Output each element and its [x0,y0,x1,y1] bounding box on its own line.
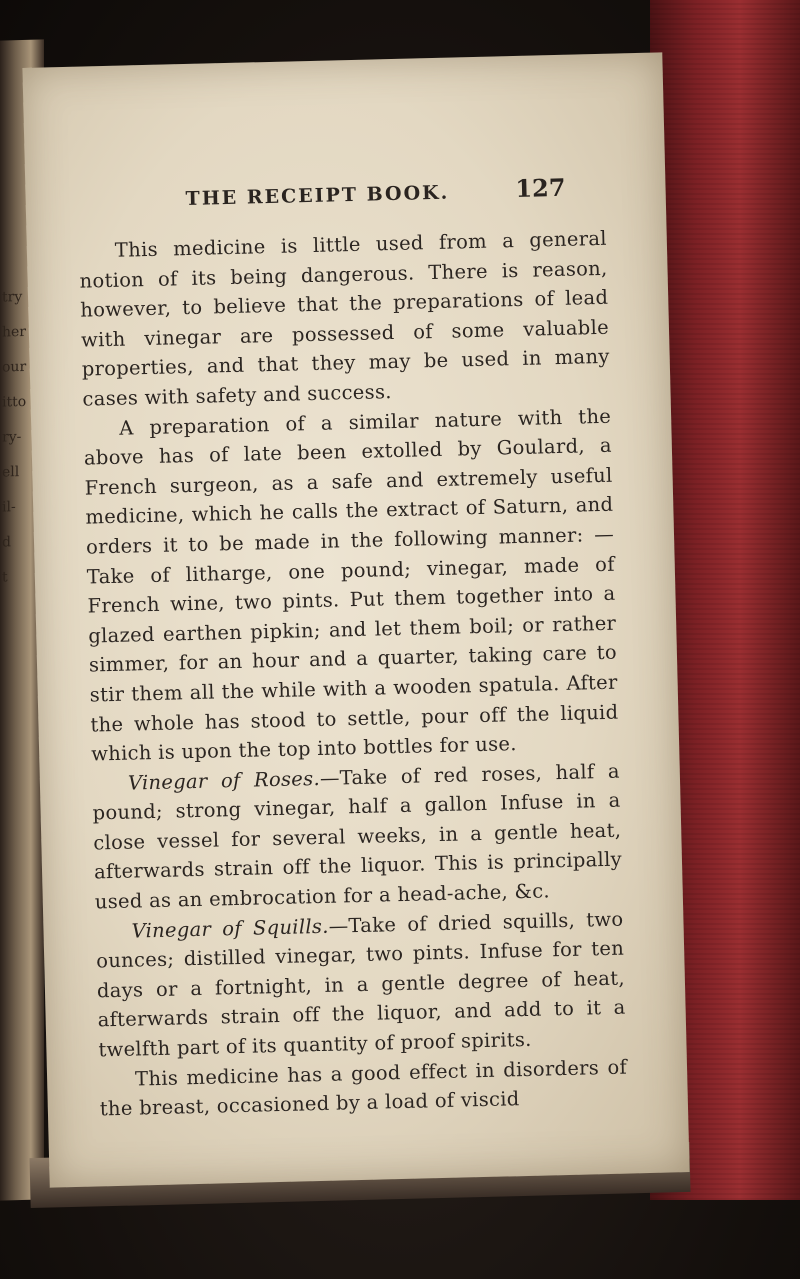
paragraph-text: —Take of dried squills, two ounces; distilled vinegar, two pints. Infuse for ten days or a fortnight, in a gentle degree of heat, afterwards strain off the liquor, and add to it a twelfth part of its quantity of proof spirits. [95,907,626,1062]
recipe-title: Vinegar of Squills. [131,914,329,943]
recipe-title: Vinegar of Roses. [127,766,321,795]
paragraph [99,1052,628,1124]
previous-page-fragments [2,280,28,596]
page-number: 127 [515,172,566,203]
paragraph-text: —Take of red roses, half a pound; strong vinegar, half a gallon Infuse in a close vessel for several weeks, in a gentle heat, afterwards strain off the liquor. This is principally used as an embrocation for a head-ache, &c. [92,759,623,914]
paragraph [79,224,611,414]
paragraph-text: This medicine has a good effect in disorders of the breast, occasioned by a load of viscid [99,1055,628,1121]
recipe-paragraph [92,756,623,917]
book-page [22,52,689,1187]
running-title: THE RECEIPT BOOK. [185,181,450,211]
fragment: ell [2,464,20,481]
running-head [185,173,566,211]
fragment: our [2,358,27,376]
paragraph-text: This medicine is little used from a general notion of its being dangerous. There is reason, however, to believe that the preparations of lead with vinegar are possessed of some valuable properties, and that they may be used in many cases with safety and success. [79,226,610,411]
paragraph-text: A preparation of a similar nature with the above has of late been extolled by Goulard, a French surgeon, as a safe and extremely useful medicine, which he calls the extract of Saturn, and orders it to be made in the following manner: —Take of litharge, one pound; vinegar, made of French wine, two pints. Put them together into a glazed earthen pipkin; and let them boil; or rather simmer, for an hour and a quarter, taking care to stir them all the while with a wooden spatula. After the whole has stood to settle, pour off the liquid which is upon the top into bottles for use. [83,404,619,766]
page-body [79,224,629,1124]
paragraph [83,401,620,769]
fragment: itto [2,393,27,411]
fragment: il- [2,499,16,516]
fragment: ry- [2,429,22,446]
fragment: d [2,534,11,551]
recipe-paragraph [95,904,626,1065]
fragment: try [2,288,23,306]
fragment: her [2,323,26,341]
fragment: t [2,569,8,586]
